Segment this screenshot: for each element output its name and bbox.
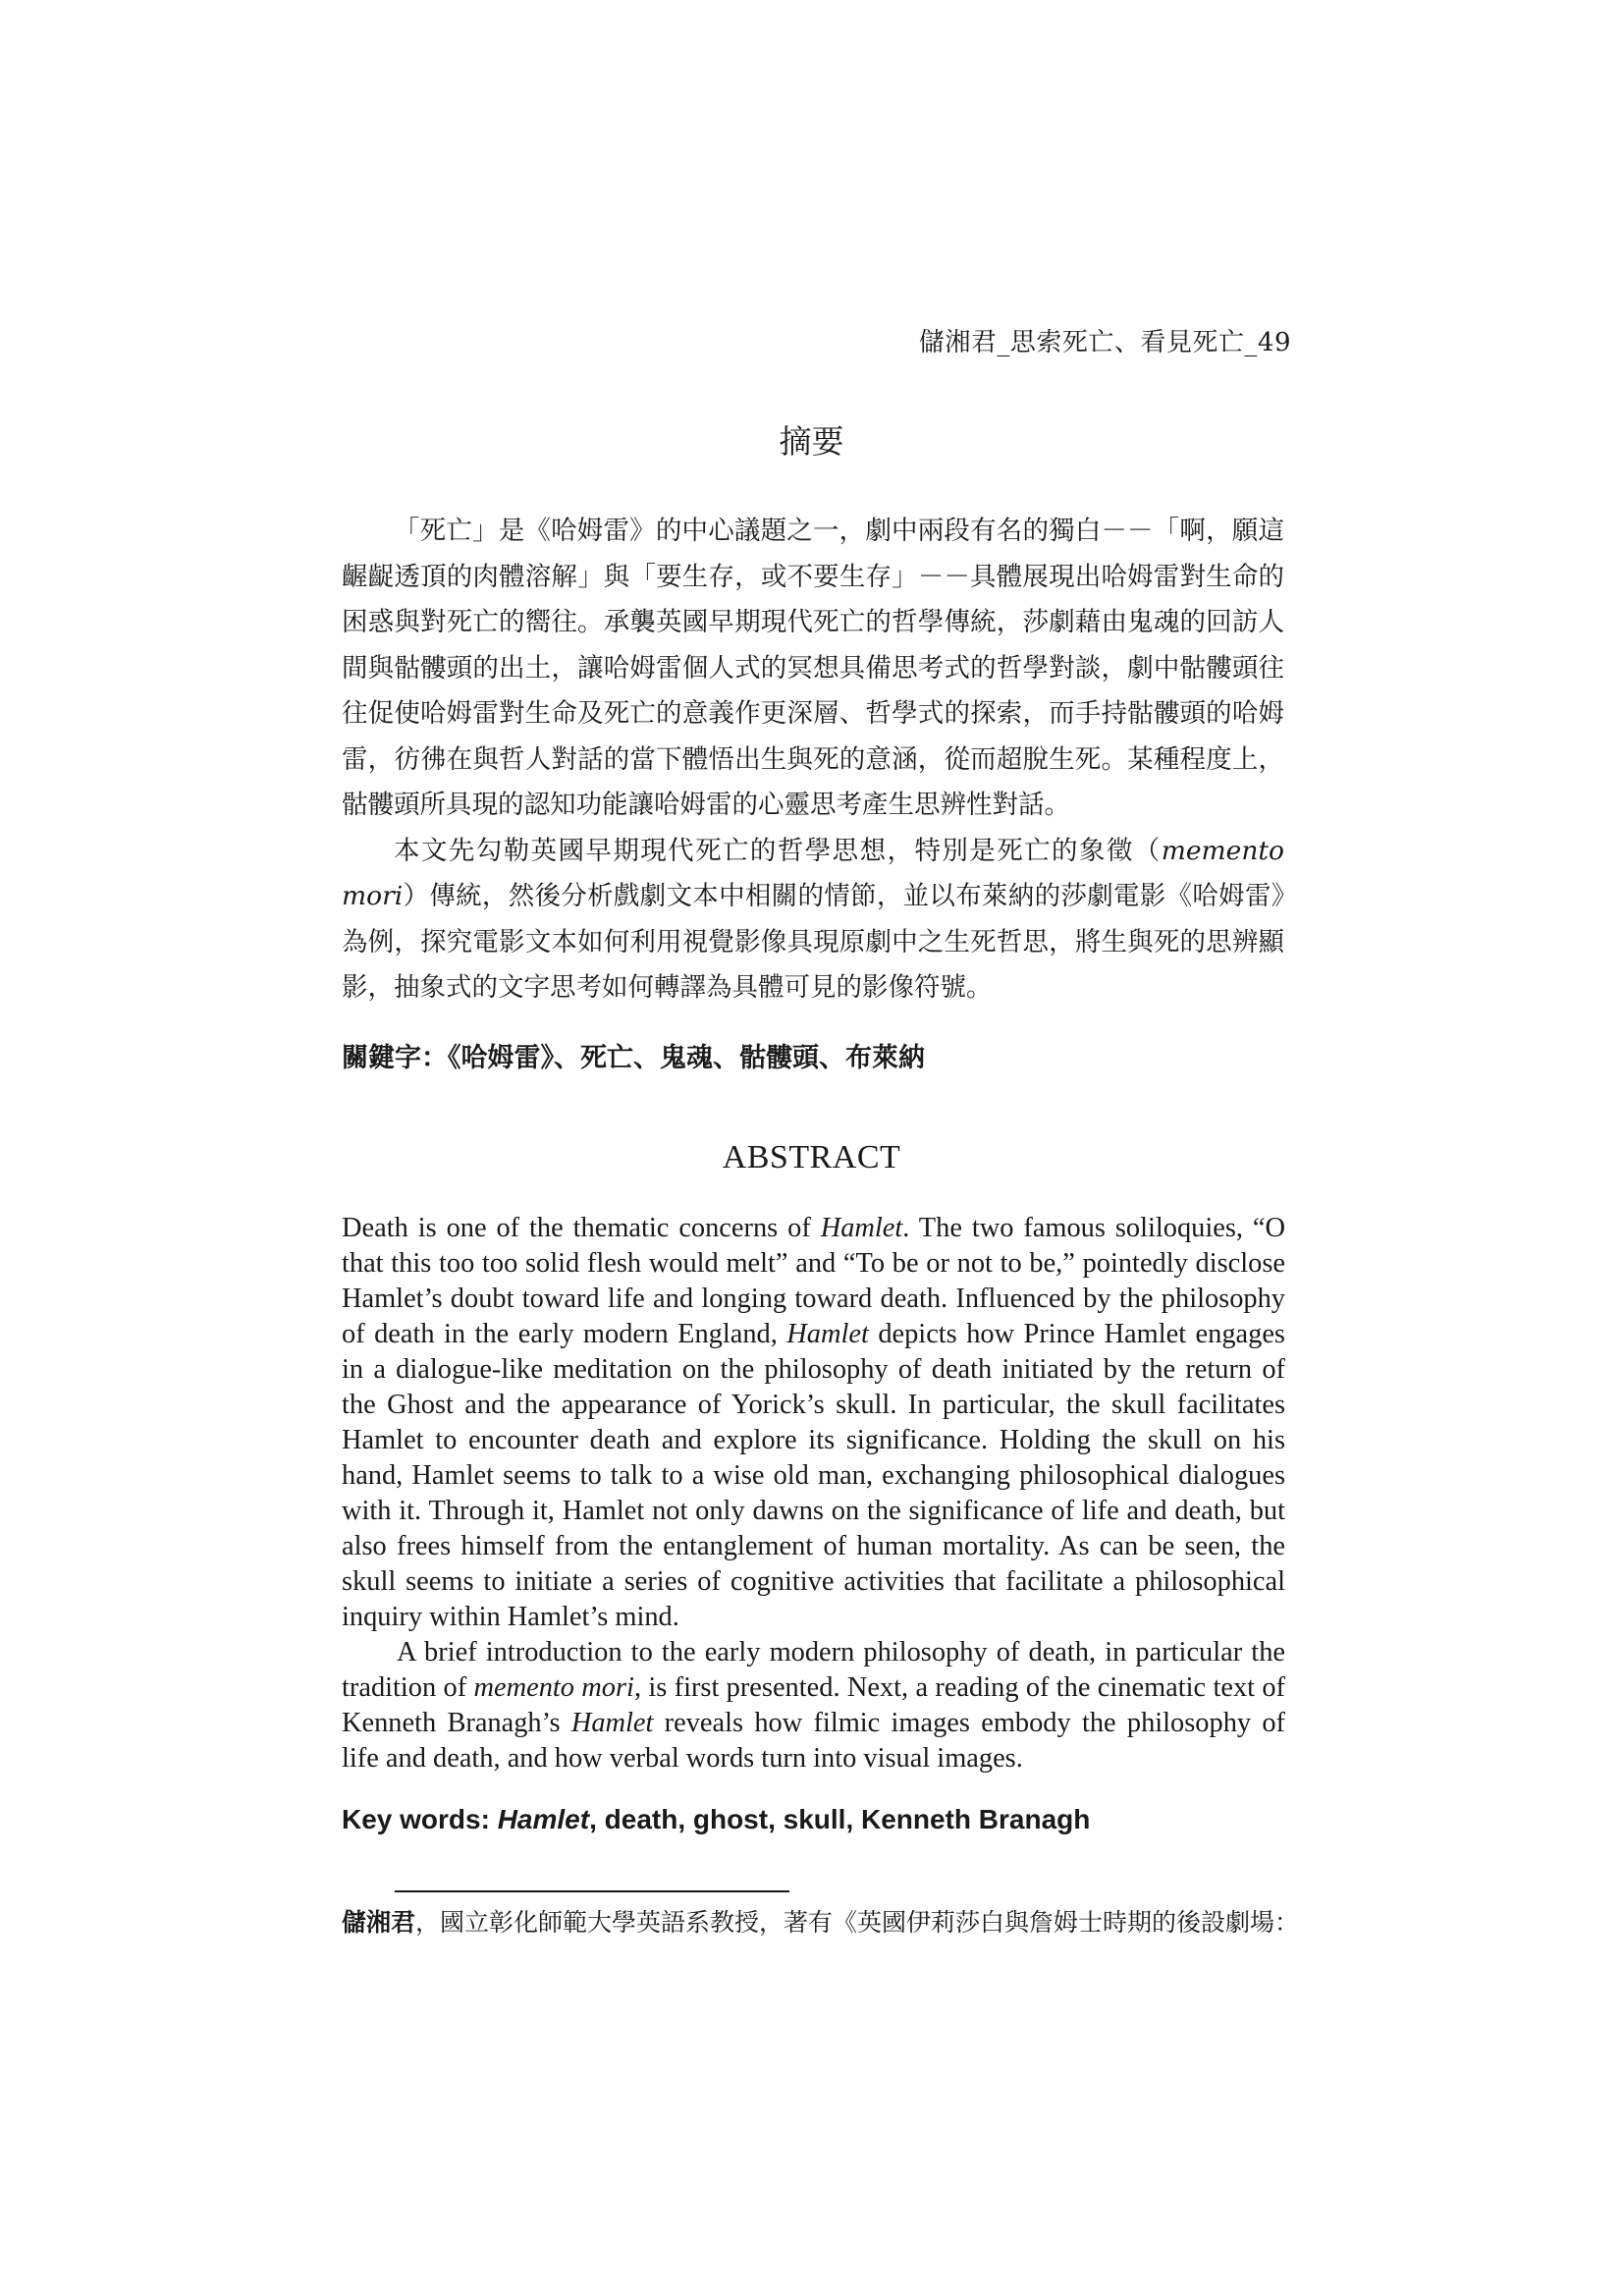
en-abstract-paragraph-2	[342, 1635, 1285, 1777]
zh-abstract-body	[342, 509, 1284, 1011]
en-p1-title-2: Hamlet	[786, 1319, 869, 1349]
en-p1-text-2: . The two famous soliloquies, “O that this too too solid flesh would melt” and “To be or not to be,” pointedly disclose Hamlet’s doubt toward life and longing toward death. Influenced by the philosophy of death in the early modern England,	[342, 1213, 1285, 1349]
en-p2-title: Hamlet	[570, 1708, 654, 1738]
en-p2-text-3: reveals how filmic images embody the philosophy of life and death, and how verbal words turn into visual images.	[342, 1708, 1285, 1774]
zh-abstract-title: 摘要	[779, 422, 844, 461]
en-p1-text-3: depicts how Prince Hamlet engages in a dialogue-like meditation on the philosophy of death initiated by the return of the Ghost and the appearance of Yorick’s skull. In particular, the skull facilitates Hamlet to encounter death and explore its significance. Holding the skull on his hand, Hamlet seems to talk to a wise old man, exchanging philosophical dialogues with it. Through it, Hamlet not only dawns on the significance of life and death, but also frees himself from the entanglement of human mortality. As can be seen, the skull seems to initiate a series of cognitive activities that facilitate a philosophical inquiry within Hamlet’s mind.	[342, 1319, 1285, 1632]
zh-abstract-paragraph-2	[342, 829, 1284, 1011]
zh-abstract-paragraph-1: 「死亡」是《哈姆雷》的中心議題之一，劇中兩段有名的獨白－－「啊，願這齷齪透頂的肉體溶解」與「要生存，或不要生存」－－具體展現出哈姆雷對生命的困惑與對死亡的嚮往。承襲英國早期現代死亡的哲學傳統，莎劇藉由鬼魂的回訪人間與骷髏頭的出土，讓哈姆雷個人式的冥想具備思考式的哲學對談，劇中骷髏頭往往促使哈姆雷對生命及死亡的意義作更深層、哲學式的探索，而手持骷髏頭的哈姆雷，彷彿在與哲人對話的當下體悟出生與死的意涵，從而超脫生死。某種程度上，骷髏頭所具現的認知功能讓哈姆雷的心靈思考產生思辨性對話。	[342, 516, 1284, 820]
zh-p2-latin-term: memento mori	[342, 835, 1284, 911]
en-abstract-body	[342, 1211, 1285, 1777]
en-p2-text-2: , is first presented. Next, a reading of the cinematic text of Kenneth Branagh’s	[342, 1672, 1286, 1738]
en-abstract-paragraph-1	[342, 1211, 1285, 1635]
zh-keywords: 關鍵字：《哈姆雷》、死亡、鬼魂、骷髏頭、布萊納	[342, 1043, 925, 1073]
footnote-text: ，國立彰化師範大學英語系教授，著有《英國伊莉莎白與詹姆士時期的後設劇場：	[415, 1908, 1300, 1937]
zh-p2-text-b: ）傳統，然後分析戲劇文本中相關的情節，並以布萊納的莎劇電影《哈姆雷》為例，探究電影文本如何利用視覺影像具現原劇中之生死哲思，將生與死的思辨顯影，抽象式的文字思考如何轉譯為具體可見的影像符號。	[342, 881, 1284, 1003]
en-keywords	[342, 1804, 1090, 1835]
footnote-divider	[395, 1890, 789, 1892]
en-p2-text-1: A brief introduction to the early modern philosophy of death, in particular the tradition of	[342, 1637, 1285, 1703]
en-p1-title-1: Hamlet	[820, 1213, 903, 1243]
footnote-author-name: 儲湘君	[342, 1908, 416, 1937]
author-footnote	[342, 1903, 1300, 1942]
zh-p2-text-a: 本文先勾勒英國早期現代死亡的哲學思想，特別是死亡的象徵（	[394, 835, 1162, 866]
running-header: 儲湘君_思索死亡、看見死亡_49	[918, 328, 1291, 357]
en-keywords-label: Key words:	[342, 1804, 498, 1834]
en-p1-text-1: Death is one of the thematic concerns of	[342, 1213, 821, 1243]
en-keywords-title: Hamlet	[497, 1804, 590, 1834]
en-p2-latin-term: memento mori	[473, 1672, 634, 1703]
en-abstract-title: ABSTRACT	[722, 1139, 901, 1175]
en-keywords-list: , death, ghost, skull, Kenneth Branagh	[589, 1804, 1091, 1834]
